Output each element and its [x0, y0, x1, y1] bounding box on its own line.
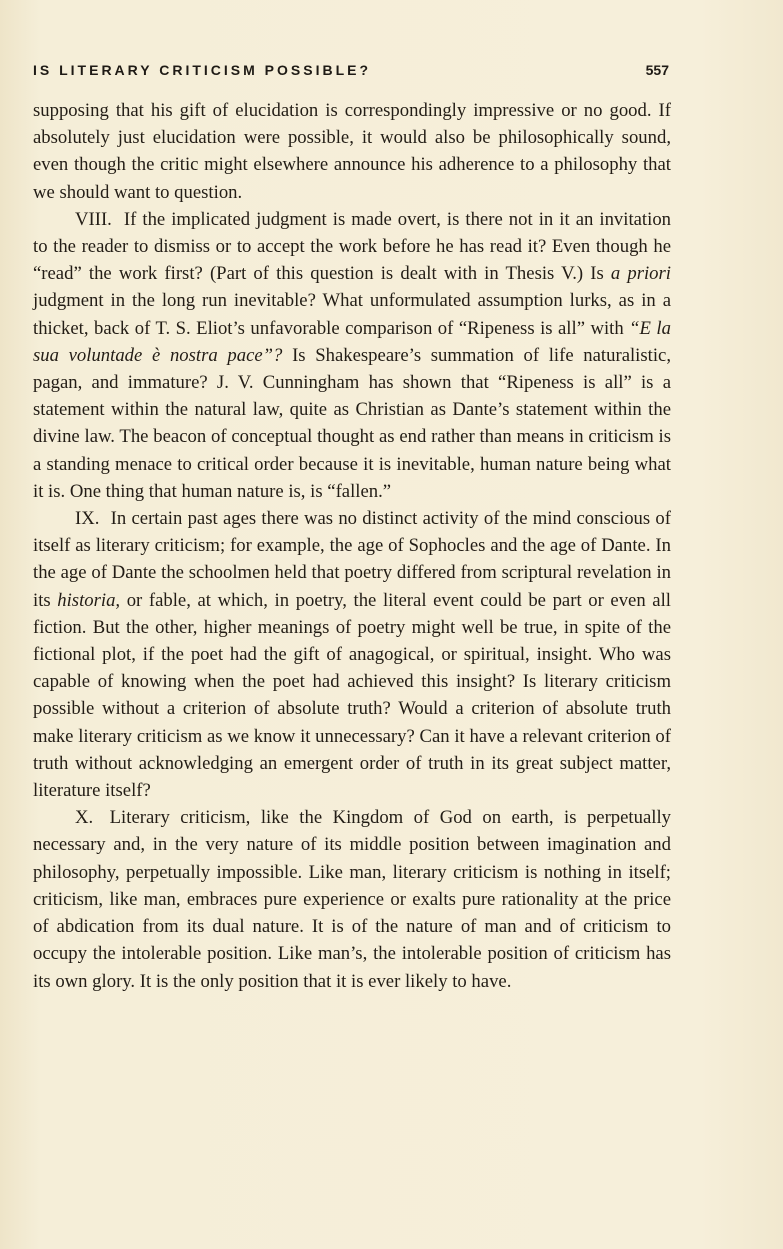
- paragraph-text: judgment in the long run inevitable? What unformulated assumption lurks, as in a thicket, back of T. S. Eliot’s unfavorable comparison of “Ripeness is all” with: [33, 290, 671, 339]
- paragraph-text: or fable, at which, in poetry, the literal event could be part or even all fiction. But the other, higher meanings of poetry might well be true, in spite of the fictional plot, if the poet had the gift of anagogical, or spiritual, insight. Who was capable of knowing when the poet had achieved this insight? Is literary criticism possible without a criterion of absolute truth? Would a criterion of absolute truth make literary criticism as we know it unnecessary? Can it have a relevant criterion of truth without acknowledging an emergent order of truth in its great subject matter, literature itself?: [33, 589, 671, 802]
- paragraph-text: In certain past ages there was no distinct activity of the mind conscious of itself as literary criticism; for example, the age of Sophocles and the age of Dante. In the age of Dante the schoolmen held that poetry differed from scriptural revelation in its: [33, 508, 672, 611]
- thesis-number: VIII.: [75, 208, 112, 230]
- italic-phrase: a priori: [610, 263, 671, 285]
- paragraph-thesis-x: [33, 804, 671, 994]
- thesis-number: X.: [75, 807, 94, 829]
- paragraph-thesis-viii: [33, 206, 671, 505]
- thesis-number: IX.: [75, 508, 100, 530]
- paragraph-text: Is Shakespeare’s summation of life naturalistic, pagan, and immature? J. V. Cunningham has shown that “Ripeness is all” is a statement within the natural law, quite as Christian as Dante’s statement within the divine law. The beacon of conceptual thought as end rather than means in criticism is a standing menace to critical order because it is inevitable, human nature being what it is. One thing that human nature is, is “fallen.”: [33, 344, 671, 502]
- running-head: IS LITERARY CRITICISM POSSIBLE?: [33, 62, 372, 78]
- page-number: 557: [645, 62, 669, 78]
- paragraph-continued: [33, 97, 671, 206]
- paragraph-text: If the implicated judgment is made overt, is there not in it an invitation to the reader to dismiss or to accept the work before he has read it? Even though he “read” the work first? (Part of this question is dealt with in Thesis V.) Is: [33, 208, 672, 285]
- paragraph-text: supposing that his gift of elucidation is correspondingly impressive or no good. If absolutely just elucidation were possible, it would also be philosophically sound, even though the critic might elsewhere announce his adherence to a philosophy that we should want to question.: [33, 100, 671, 203]
- paragraph-text: Literary criticism, like the Kingdom of God on earth, is perpetually necessary and, in the very nature of its middle position between imagination and philosophy, perpetually impossible. Like man, literary criticism is nothing in itself; criticism, like man, embraces pure experience or exalts pure rationality at the price of abdication from its dual nature. It is of the nature of man and of criticism to occupy the intolerable position. Like man’s, the intolerable position of criticism has its own glory. It is the only position that it is ever likely to have.: [33, 807, 671, 992]
- italic-term: historia,: [57, 589, 121, 611]
- body-text: [33, 97, 671, 995]
- paragraph-thesis-ix: [33, 505, 671, 804]
- italic-quotation: “E la sua voluntade è nostra pace”?: [33, 317, 671, 366]
